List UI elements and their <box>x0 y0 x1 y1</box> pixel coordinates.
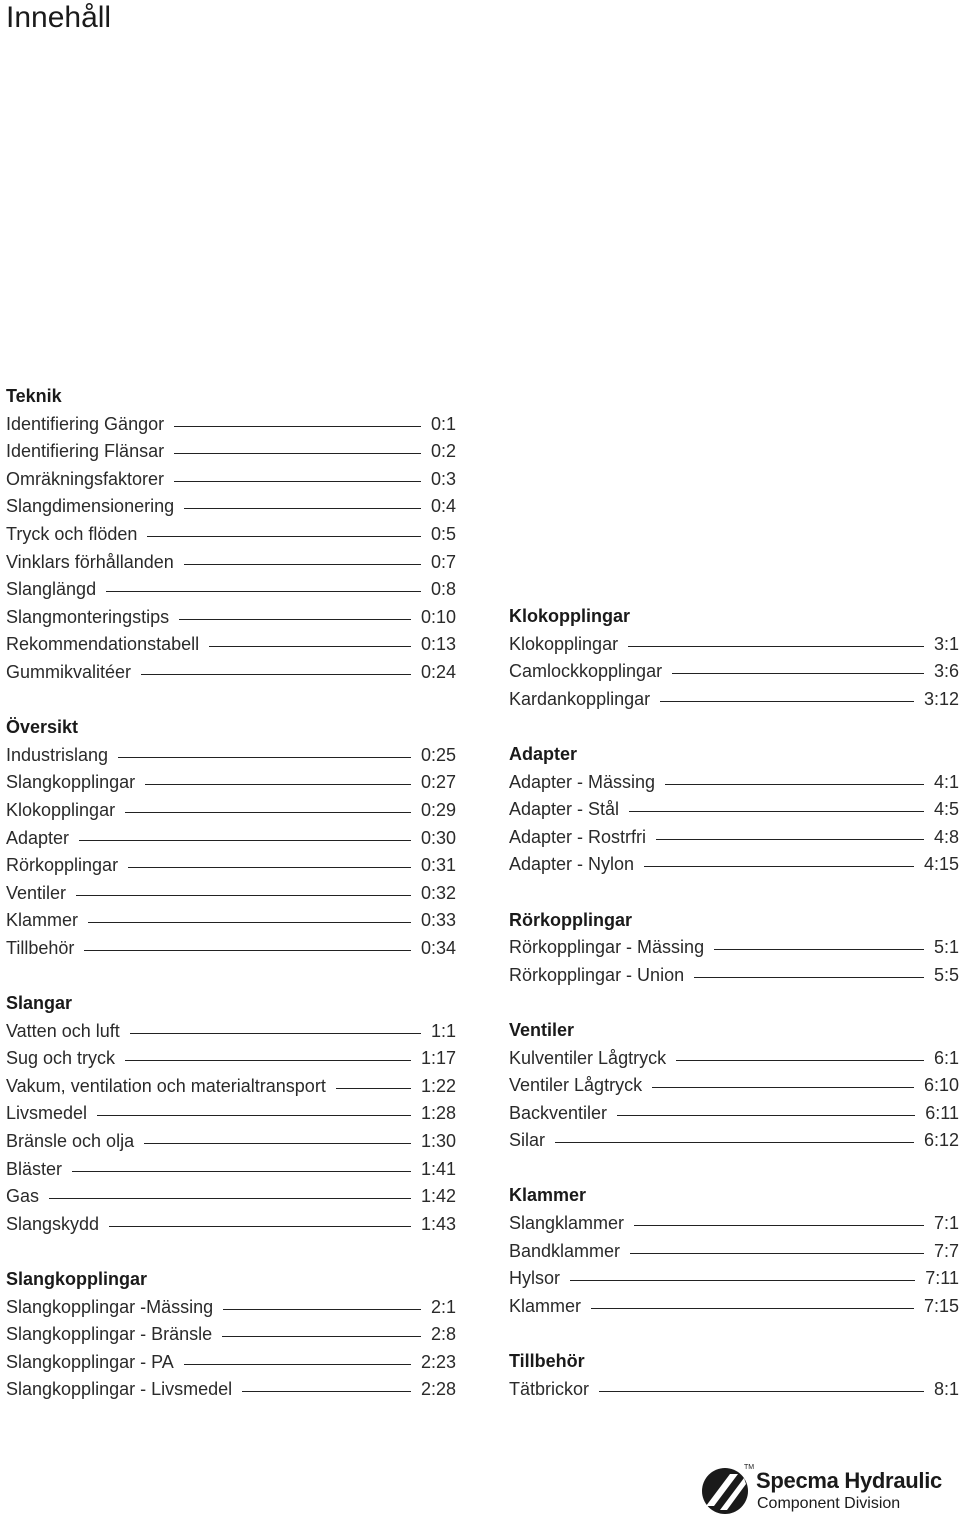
toc-entry-page: 2:8 <box>430 1324 456 1345</box>
toc-entry-label: Identifiering Flänsar <box>6 441 165 462</box>
toc-entry[interactable] <box>6 549 456 577</box>
toc-entry-label: Adapter - Rostrfri <box>509 826 647 847</box>
toc-leader-line <box>144 1143 411 1144</box>
toc-leader-line <box>130 1033 421 1034</box>
toc-section-title: Rörkopplingar <box>509 909 633 930</box>
toc-entry-page: 6:11 <box>925 1102 959 1123</box>
toc-entry-page: 0:1 <box>430 413 456 434</box>
toc-entry-page: 7:1 <box>933 1213 959 1234</box>
toc-entry-label: Adapter - Mässing <box>509 771 656 792</box>
toc-leader-line <box>174 426 421 427</box>
toc-leader-line <box>676 1060 924 1061</box>
toc-entry[interactable] <box>6 604 456 632</box>
toc-entry-page: 0:2 <box>430 441 456 462</box>
toc-entry-page: 2:1 <box>430 1296 456 1317</box>
toc-entry[interactable] <box>509 1238 959 1266</box>
toc-entry[interactable] <box>6 935 456 963</box>
toc-section <box>509 1182 959 1320</box>
toc-leader-line <box>84 950 411 951</box>
toc-entry-label: Bränsle och olja <box>6 1131 135 1152</box>
toc-entry[interactable] <box>6 1294 456 1322</box>
toc-entry-page: 0:8 <box>430 579 456 600</box>
toc-entry-page: 0:7 <box>430 551 456 572</box>
toc-leader-line <box>147 536 421 537</box>
toc-entry-label: Hylsor <box>509 1268 561 1289</box>
toc-section-title: Slangkopplingar <box>6 1269 148 1289</box>
toc-leader-line <box>629 811 924 812</box>
toc-entry-label: Klammer <box>6 910 79 931</box>
toc-entry-label: Klokopplingar <box>6 799 116 820</box>
toc-entry-page: 3:1 <box>933 633 959 654</box>
toc-leader-line <box>109 1226 411 1227</box>
toc-leader-line <box>644 866 914 867</box>
toc-entry[interactable] <box>6 907 456 935</box>
toc-entry[interactable] <box>6 466 456 494</box>
toc-entry[interactable] <box>6 769 456 797</box>
toc-entry-page: 5:1 <box>933 937 959 958</box>
toc-section-title: Slangar <box>6 993 73 1014</box>
toc-entry-label: Industrislang <box>6 744 109 765</box>
toc-leader-line <box>49 1198 411 1199</box>
toc-entry-page: 0:33 <box>420 910 456 931</box>
toc-section <box>6 714 456 962</box>
toc-entry-page: 2:28 <box>420 1379 456 1400</box>
toc-leader-line <box>555 1142 914 1143</box>
toc-entry[interactable] <box>6 1018 456 1046</box>
toc-entry-page: 1:17 <box>420 1048 456 1069</box>
toc-entry-page: 5:5 <box>933 964 959 985</box>
toc-entry[interactable] <box>6 1183 456 1211</box>
toc-entry[interactable] <box>509 1265 959 1293</box>
toc-entry-page: 0:32 <box>420 882 456 903</box>
toc-entry-page: 1:42 <box>420 1186 456 1207</box>
toc-leader-line <box>652 1087 914 1088</box>
toc-entry-page: 7:7 <box>933 1240 959 1261</box>
toc-entry[interactable] <box>6 880 456 908</box>
toc-entry-page: 7:11 <box>925 1268 959 1289</box>
toc-leader-line <box>628 646 924 647</box>
toc-entry[interactable] <box>509 934 959 962</box>
toc-entry-page: 0:3 <box>430 468 456 489</box>
toc-entry-label: Kulventiler Lågtryck <box>509 1047 667 1068</box>
toc-leader-line <box>125 812 411 813</box>
toc-section <box>509 1017 959 1155</box>
toc-entry-page: 1:41 <box>420 1158 456 1179</box>
toc-entry-page: 0:4 <box>430 496 456 517</box>
toc-leader-line <box>570 1280 915 1281</box>
toc-entry-page: 8:1 <box>933 1378 959 1399</box>
toc-entry-label: Slangkopplingar - Bränsle <box>6 1324 213 1345</box>
toc-entry-page: 1:30 <box>420 1131 456 1152</box>
toc-entry-label: Slangmonteringstips <box>6 606 170 627</box>
toc-entry[interactable] <box>509 1210 959 1238</box>
toc-entry[interactable] <box>6 1211 456 1239</box>
toc-entry[interactable] <box>6 1376 456 1404</box>
toc-entry[interactable] <box>6 576 456 604</box>
toc-entry-label: Gummikvalitéer <box>6 661 132 682</box>
toc-section-title: Tillbehör <box>509 1351 585 1372</box>
toc-entry-label: Slangkopplingar - Livsmedel <box>6 1379 233 1400</box>
toc-entry-label: Adapter <box>6 827 70 848</box>
toc-entry-label: Vakum, ventilation och materialtransport <box>6 1075 326 1096</box>
toc-entry-label: Slangskydd <box>6 1213 100 1234</box>
toc-entry-page: 0:5 <box>430 523 456 544</box>
toc-entry-page: 1:22 <box>420 1075 456 1096</box>
toc-entry[interactable] <box>6 1100 456 1128</box>
toc-entry-label: Sug och tryck <box>6 1048 116 1069</box>
toc-leader-line <box>630 1253 924 1254</box>
toc-leader-line <box>209 646 411 647</box>
page-title: Innehåll <box>6 1 112 34</box>
toc-leader-line <box>79 840 411 841</box>
toc-leader-line <box>336 1088 411 1089</box>
toc-leader-line <box>223 1309 421 1310</box>
toc-entry-page: 0:24 <box>420 661 456 682</box>
toc-leader-line <box>125 1060 411 1061</box>
toc-left-column <box>6 383 456 1432</box>
toc-entry[interactable] <box>6 825 456 853</box>
toc-entry-label: Rörkopplingar <box>6 855 119 876</box>
toc-leader-line <box>179 619 411 620</box>
toc-entry-page: 4:15 <box>923 854 959 875</box>
toc-section <box>6 990 456 1238</box>
toc-entry-label: Bläster <box>6 1158 63 1179</box>
toc-entry-page: 3:6 <box>933 661 959 682</box>
toc-entry[interactable] <box>509 1127 959 1155</box>
toc-entry-label: Slanglängd <box>6 579 97 600</box>
toc-section <box>509 1348 959 1403</box>
toc-entry[interactable] <box>6 1349 456 1377</box>
toc-entry[interactable] <box>509 769 959 797</box>
toc-entry-label: Kardankopplingar <box>509 688 651 709</box>
toc-leader-line <box>660 701 914 702</box>
toc-leader-line <box>656 839 924 840</box>
toc-leader-line <box>72 1171 411 1172</box>
toc-entry[interactable] <box>509 1072 959 1100</box>
toc-entry-page: 0:29 <box>420 799 456 820</box>
toc-entry[interactable] <box>6 521 456 549</box>
toc-entry[interactable] <box>509 686 959 714</box>
toc-entry-page: 1:1 <box>430 1020 456 1041</box>
toc-entry[interactable] <box>509 658 959 686</box>
toc-leader-line <box>106 591 421 592</box>
toc-entry-label: Rörkopplingar - Union <box>509 964 685 985</box>
toc-section-title: Klammer <box>509 1185 587 1206</box>
toc-section-title: Adapter <box>509 743 578 764</box>
toc-entry-page: 0:10 <box>420 606 456 627</box>
toc-entry-label: Adapter - Nylon <box>509 854 635 875</box>
toc-entry-label: Ventiler <box>6 882 67 903</box>
toc-section <box>6 383 456 687</box>
toc-entry-page: 0:34 <box>420 937 456 958</box>
toc-entry-label: Slangklammer <box>509 1213 625 1234</box>
toc-entry[interactable] <box>509 631 959 659</box>
toc-entry-page: 0:25 <box>420 744 456 765</box>
toc-leader-line <box>634 1225 924 1226</box>
toc-entry-page: 0:30 <box>420 827 456 848</box>
toc-entry-page: 4:8 <box>933 826 959 847</box>
toc-leader-line <box>97 1115 411 1116</box>
toc-leader-line <box>694 977 924 978</box>
toc-entry-label: Bandklammer <box>509 1240 621 1261</box>
toc-entry-page: 1:28 <box>420 1103 456 1124</box>
toc-entry-page: 1:43 <box>420 1213 456 1234</box>
toc-entry-page: 4:5 <box>933 799 959 820</box>
toc-entry-label: Rörkopplingar - Mässing <box>509 937 705 958</box>
toc-section <box>509 907 959 990</box>
toc-section <box>509 741 959 879</box>
logo-division-name: Component Division <box>757 1495 901 1512</box>
trademark-mark: TM <box>744 1464 755 1471</box>
toc-entry[interactable] <box>6 1128 456 1156</box>
toc-entry-label: Silar <box>509 1130 546 1151</box>
toc-entry[interactable] <box>509 824 959 852</box>
toc-entry-page: 6:10 <box>923 1075 959 1096</box>
toc-entry-page: 4:1 <box>933 771 959 792</box>
toc-entry[interactable] <box>509 1100 959 1128</box>
toc-entry-label: Adapter - Stål <box>509 799 620 820</box>
toc-section-title: Översikt <box>6 717 79 738</box>
toc-section-title: Ventiler <box>509 1019 575 1040</box>
toc-entry-label: Tryck och flöden <box>6 523 138 544</box>
toc-section-title: Teknik <box>6 386 62 406</box>
toc-entry[interactable] <box>509 851 959 879</box>
toc-entry-page: 7:15 <box>923 1295 959 1316</box>
toc-entry-label: Slangkopplingar <box>6 772 136 793</box>
toc-entry-page: 0:27 <box>420 772 456 793</box>
toc-leader-line <box>76 895 411 896</box>
toc-entry[interactable] <box>6 631 456 659</box>
toc-leader-line <box>118 757 411 758</box>
toc-entry[interactable] <box>6 438 456 466</box>
company-logo <box>700 1466 958 1516</box>
toc-leader-line <box>617 1115 915 1116</box>
toc-leader-line <box>141 674 411 675</box>
toc-section <box>6 1266 456 1404</box>
toc-entry-label: Livsmedel <box>6 1103 88 1124</box>
toc-leader-line <box>184 508 421 509</box>
toc-entry-label: Tillbehör <box>6 937 75 958</box>
toc-entry[interactable] <box>6 493 456 521</box>
toc-entry-label: Vinklars förhållanden <box>6 551 174 572</box>
toc-leader-line <box>184 564 421 565</box>
toc-leader-line <box>672 673 924 674</box>
toc-leader-line <box>599 1391 924 1392</box>
toc-entry[interactable] <box>6 659 456 687</box>
toc-entry[interactable] <box>509 1293 959 1321</box>
toc-leader-line <box>174 481 421 482</box>
toc-entry-label: Slangkopplingar - PA <box>6 1351 174 1372</box>
toc-entry-label: Gas <box>6 1186 40 1207</box>
toc-entry-label: Vatten och luft <box>6 1020 120 1041</box>
toc-entry[interactable] <box>6 1073 456 1101</box>
toc-entry[interactable] <box>6 1045 456 1073</box>
toc-entry[interactable] <box>6 742 456 770</box>
toc-entry-label: Klokopplingar <box>509 633 619 654</box>
toc-leader-line <box>665 784 924 785</box>
toc-entry-label: Ventiler Lågtryck <box>509 1075 643 1096</box>
toc-leader-line <box>174 453 421 454</box>
toc-leader-line <box>222 1336 421 1337</box>
toc-leader-line <box>184 1364 411 1365</box>
toc-entry-label: Omräkningsfaktorer <box>6 468 165 489</box>
logo-brand-name: Specma Hydraulic <box>756 1468 942 1493</box>
toc-leader-line <box>242 1391 411 1392</box>
toc-entry-page: 6:12 <box>923 1130 959 1151</box>
toc-entry-page: 6:1 <box>933 1047 959 1068</box>
toc-entry[interactable] <box>509 1045 959 1073</box>
toc-entry-label: Rekommendationstabell <box>6 634 200 655</box>
toc-entry[interactable] <box>6 1156 456 1184</box>
toc-entry-label: Tätbrickor <box>509 1378 590 1399</box>
toc-leader-line <box>88 922 411 923</box>
toc-right-column <box>509 603 959 1431</box>
toc-section-title: Klokopplingar <box>509 606 630 626</box>
toc-entry[interactable] <box>6 411 456 439</box>
toc-entry-label: Identifiering Gängor <box>6 413 165 434</box>
toc-entry-label: Slangkopplingar -Mässing <box>6 1296 214 1317</box>
toc-entry[interactable] <box>509 1376 959 1404</box>
toc-entry[interactable] <box>509 796 959 824</box>
toc-leader-line <box>128 867 411 868</box>
toc-leader-line <box>591 1308 914 1309</box>
toc-entry[interactable] <box>6 852 456 880</box>
toc-entry-label: Camlockkopplingar <box>509 661 663 682</box>
toc-entry-label: Klammer <box>509 1295 582 1316</box>
toc-entry-page: 0:13 <box>420 634 456 655</box>
toc-entry[interactable] <box>509 962 959 990</box>
toc-entry[interactable] <box>6 797 456 825</box>
toc-entry[interactable] <box>6 1321 456 1349</box>
toc-entry-label: Slangdimensionering <box>6 496 175 517</box>
specma-logo-icon <box>700 1466 750 1516</box>
toc-entry-page: 3:12 <box>923 688 959 709</box>
toc-entry-page: 0:31 <box>420 855 456 876</box>
toc-entry-page: 2:23 <box>420 1351 456 1372</box>
toc-entry-label: Backventiler <box>509 1102 608 1123</box>
toc-leader-line <box>714 949 924 950</box>
toc-section <box>509 603 959 713</box>
toc-leader-line <box>145 784 411 785</box>
